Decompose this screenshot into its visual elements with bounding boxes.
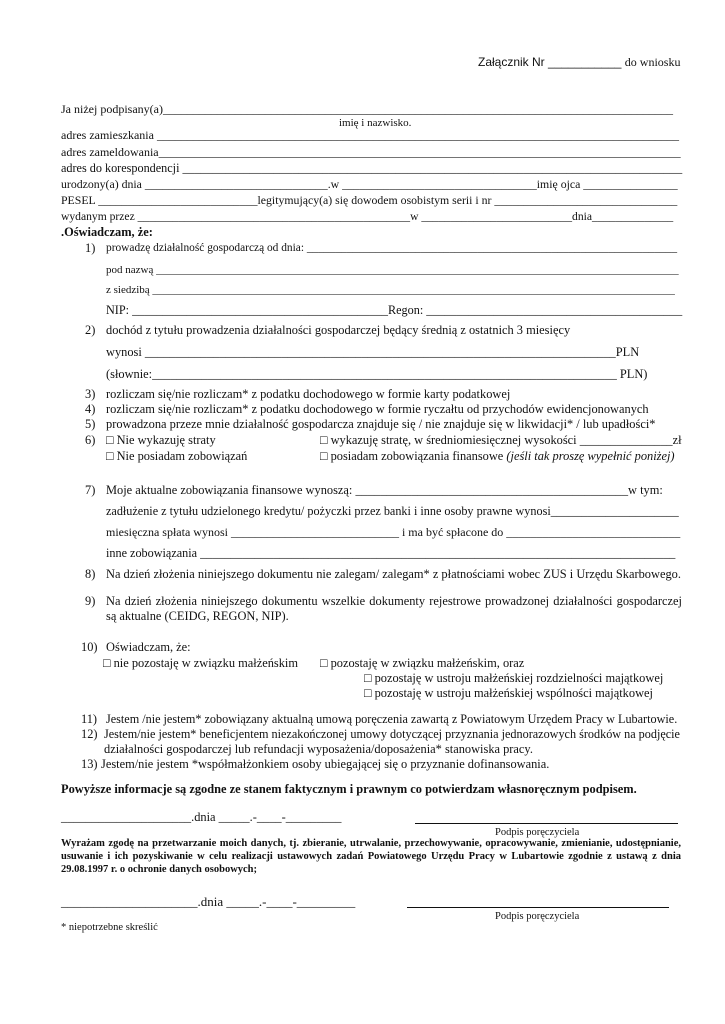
- item-2-number: 2): [85, 323, 96, 337]
- joint-property-checkbox[interactable]: □ pozostaję w ustroju małżeńskiej wspólności majątkowej: [364, 686, 653, 700]
- business-start-date-field[interactable]: prowadzę działalność gospodarczą od dnia: _________________________________________________________________: [106, 242, 678, 254]
- guarantee-agreement-statement[interactable]: Jestem /nie jestem* zobowiązany aktualną umową poręczenia zawartą z Powiatowym Urzędem Pracy w Lubartowie.: [106, 712, 678, 726]
- not-married-checkbox[interactable]: □ nie pozostaję w związku małżeńskim: [103, 656, 299, 670]
- checkbox-icon: □: [106, 449, 114, 463]
- item-12-number: 12): [81, 727, 98, 741]
- birth-date-place-field[interactable]: urodzony(a) dnia _______________________________.w _________________________________imię ojca ________________: [61, 177, 678, 191]
- checkbox-icon: □: [364, 686, 372, 700]
- loan-debt-field[interactable]: zadłużenie z tytułu udzielonego kredytu/ pożyczki przez banki i inne osoby prawne wynosi_____________________: [106, 504, 679, 518]
- item-6-number: 6): [85, 433, 96, 447]
- document-title: [0, 70, 725, 85]
- item-8-number: 8): [85, 567, 96, 581]
- business-name-field[interactable]: pod nazwą _______________________________________________________________________________________________: [106, 264, 679, 276]
- item-3-number: 3): [85, 387, 96, 401]
- checkbox-icon: □: [364, 671, 372, 685]
- item-13-number: 13): [81, 757, 98, 771]
- tax-card-statement[interactable]: rozliczam się/nie rozliczam* z podatku dochodowego w formie karty podatkowej: [106, 387, 511, 401]
- nip-regon-field[interactable]: NIP: __________________________________________Regon: __________________________________________: [106, 303, 683, 317]
- item-7-number: 7): [85, 483, 96, 497]
- registered-address-field[interactable]: adres zameldowania_______________________________________________________________________________________: [61, 145, 681, 159]
- residence-address-field[interactable]: adres zamieszkania _______________________________________________________________________________________: [61, 128, 679, 142]
- pesel-id-field[interactable]: PESEL ___________________________legitymujący(a) się dowodem osobistym serii i nr _______________________________: [61, 193, 678, 207]
- spouse-statement[interactable]: Jestem/nie jestem *współmałżonkiem osoby ubiegającej się o przyznanie dofinansowania.: [101, 757, 550, 771]
- date-field-2[interactable]: _____________________.dnia _____.-____-_________: [61, 894, 356, 909]
- item-11-number: 11): [81, 712, 98, 726]
- has-liabilities-checkbox[interactable]: □ posiadam zobowiązania finansowe (jeśli tak proszę wypełnić poniżej): [320, 449, 675, 463]
- arrears-statement[interactable]: Na dzień złożenia niniejszego dokumentu nie zalegam/ zalegam* z płatnościami wobec ZUS i Urzędu Skarbowego.: [106, 567, 681, 581]
- marital-heading: Oświadczam, że:: [106, 640, 191, 654]
- item-10-number: 10): [81, 640, 98, 654]
- data-processing-consent: Wyrażam zgodę na przetwarzanie moich danych, tj. zbieranie, utrwalanie, przechowywanie, opracowywanie, zmienianie, udostępnianie, usuwanie i ich pozyskiwanie w celu realizacji ustawowych zadań Powiatowego Urzędu Pracy w Lubartowie zgodnie z ustawą z dnia 29.08.1997 r. o ochronie danych osobowych;: [61, 838, 681, 875]
- checkbox-icon: □: [320, 433, 328, 447]
- document-subtitle: [0, 85, 725, 100]
- item-1-number: 1): [85, 241, 96, 255]
- monthly-installment-field[interactable]: miesięczna spłata wynosi ____________________________ i ma być spłacone do _____________________________: [106, 525, 681, 539]
- checkbox-icon: □: [320, 656, 328, 670]
- signature-line-2[interactable]: [407, 907, 669, 908]
- declaration-heading: .Oświadczam, że:: [61, 225, 153, 239]
- income-in-words-field[interactable]: (słownie:___________________________________________________________________________ PLN): [106, 367, 648, 381]
- signature-caption-2: Podpis poręczyciela: [495, 911, 580, 922]
- footnote: * niepotrzebne skreślić: [61, 922, 158, 933]
- confirmation-statement: Powyższe informacje są zgodne ze stanem faktycznym i prawnym co potwierdzam własnoręcznym podpisem.: [61, 782, 637, 796]
- income-description: dochód z tytułu prowadzenia działalności gospodarczej będący średnią z ostatnich 3 miesięcy: [106, 323, 571, 337]
- item-9-number: 9): [85, 594, 96, 608]
- signature-line-1[interactable]: [415, 823, 678, 824]
- beneficiary-statement-cont: działalności gospodarczej lub refundacji wyposażenia/doposażenia* stanowiska pracy.: [104, 742, 533, 756]
- name-caption: imię i nazwisko.: [339, 117, 412, 129]
- item-4-number: 4): [85, 402, 96, 416]
- no-liabilities-checkbox[interactable]: □ Nie posiadam zobowiązań: [106, 449, 248, 463]
- business-seat-field[interactable]: z siedzibą _______________________________________________________________________________________________: [106, 284, 675, 296]
- attachment-label: Załącznik Nr ___________ do wniosku: [478, 55, 681, 69]
- full-name-field[interactable]: Ja niżej podpisany(a)_____________________________________________________________________________________: [61, 102, 673, 116]
- signature-caption-1: Podpis poręczyciela: [495, 827, 580, 838]
- no-loss-checkbox[interactable]: □ Nie wykazuję straty: [106, 433, 216, 447]
- income-amount-field[interactable]: wynosi ____________________________________________________________________________PLN: [106, 345, 640, 359]
- total-liabilities-field[interactable]: Moje aktualne zobowiązania finansowe wynoszą: ____________________________________________w tym:: [106, 483, 663, 497]
- lump-sum-tax-statement[interactable]: rozliczam się/nie rozliczam* z podatku dochodowego w formie ryczałtu od przychodów ewidencjonowanych: [106, 402, 649, 416]
- attachment-number-field[interactable]: ___________: [548, 55, 622, 69]
- other-liabilities-field[interactable]: inne zobowiązania ______________________________________________________________________________: [106, 546, 676, 560]
- item-5-number: 5): [85, 417, 96, 431]
- checkbox-icon: □: [106, 433, 114, 447]
- date-field-1[interactable]: _____________________.dnia _____.-____-_________: [61, 810, 342, 824]
- liquidation-statement[interactable]: prowadzona przeze mnie działalność gospodarcza znajduje się / nie znajduje się w likwidacji* / lub upadłości*: [106, 417, 656, 431]
- issued-by-field[interactable]: wydanym przez _______________________________________________w __________________________dnia______________: [61, 210, 674, 223]
- checkbox-icon: □: [320, 449, 328, 463]
- married-checkbox[interactable]: □ pozostaję w związku małżeńskim, oraz: [320, 656, 525, 670]
- checkbox-icon: □: [103, 656, 111, 670]
- registry-documents-statement: Na dzień złożenia niniejszego dokumentu wszelkie dokumenty rejestrowe prowadzonej działalności gospodarczej są aktualne (CEIDG, REGON, NIP).: [106, 594, 682, 623]
- correspondence-address-field[interactable]: adres do korespondencji __________________________________________________________________________________: [61, 161, 683, 175]
- separate-property-checkbox[interactable]: □ pozostaję w ustroju małżeńskiej rozdzielności majątkowej: [364, 671, 664, 685]
- loss-checkbox[interactable]: □ wykazuję stratę, w średniomiesięcznej wysokości _______________zł: [320, 433, 682, 447]
- beneficiary-statement[interactable]: Jestem/nie jestem* beneficjentem niezakończonej umowy dotyczącej przyznania jednorazowych środków na podjęcie: [104, 727, 680, 741]
